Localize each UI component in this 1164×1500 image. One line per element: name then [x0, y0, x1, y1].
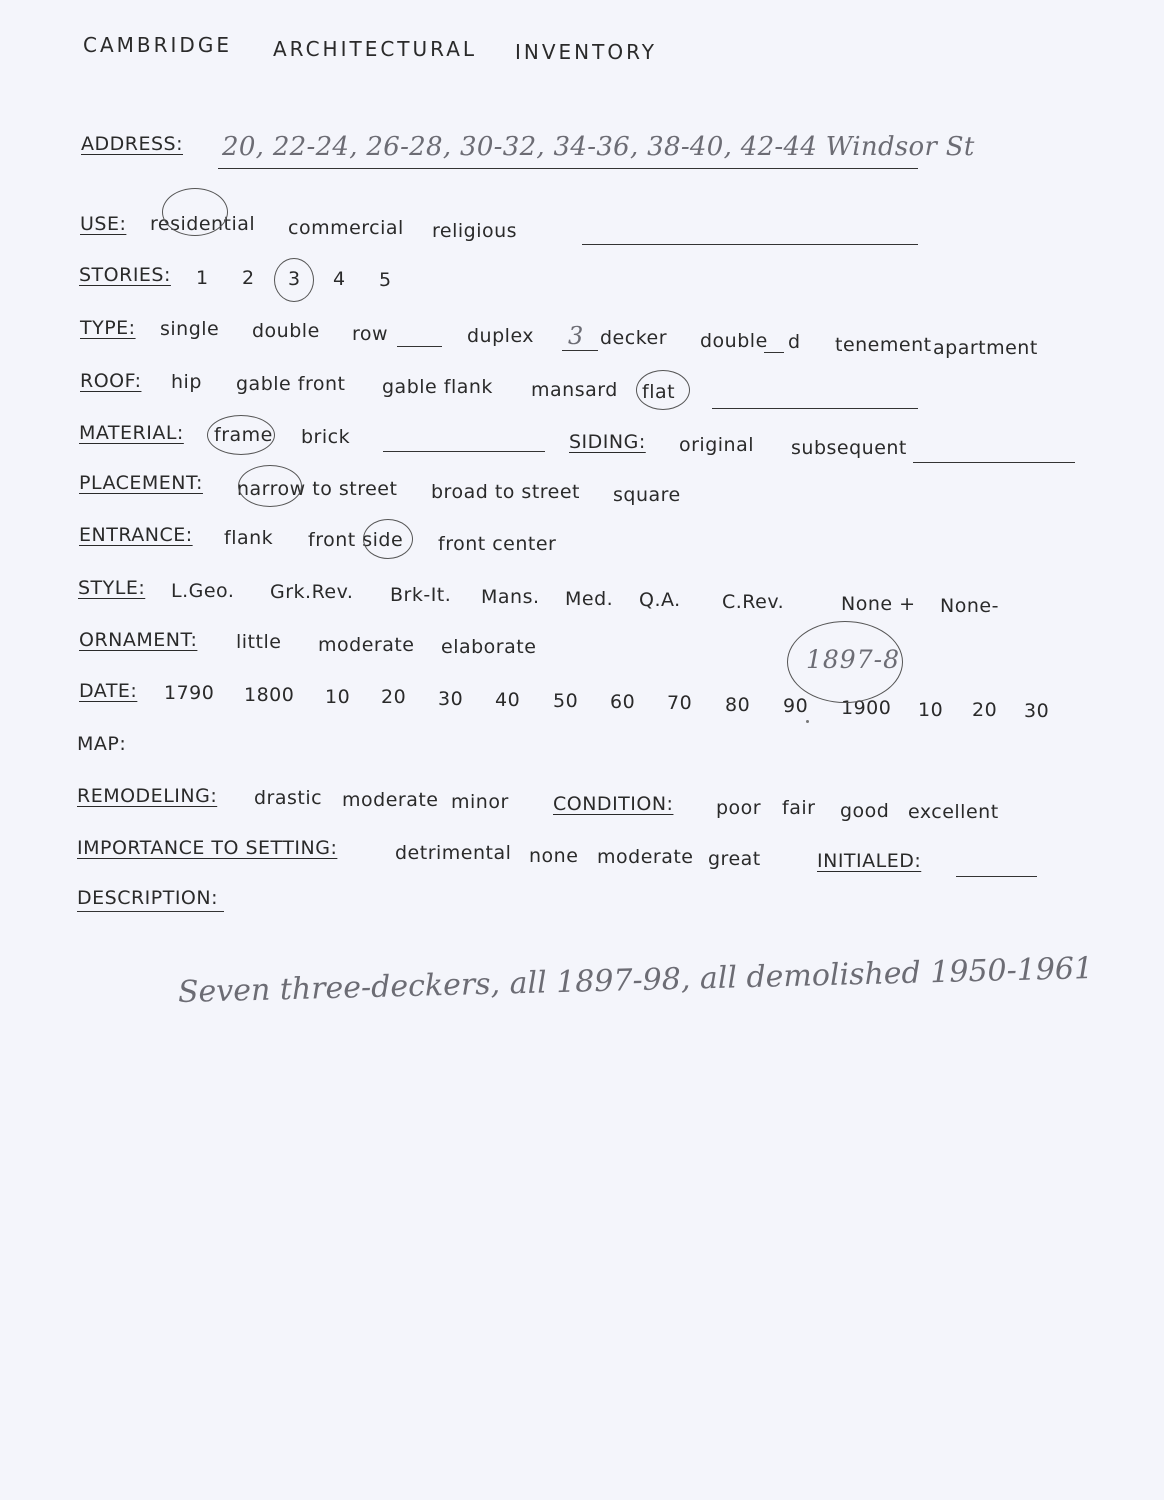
style-option-none-minus: None-: [940, 595, 999, 617]
type-option-double: double: [252, 320, 320, 342]
use-option-religious: religious: [432, 220, 518, 242]
condition-option-fair: fair: [782, 797, 816, 819]
address-line: [218, 168, 918, 169]
style-option-none-plus: None +: [841, 593, 916, 615]
initialed-blank: [956, 876, 1037, 877]
roof-label: ROOF:: [80, 370, 142, 392]
placement-option-square: square: [613, 484, 681, 506]
style-option-qa: Q.A.: [639, 589, 681, 611]
initialed-label: INITIALED:: [817, 850, 922, 872]
importance-option-moderate: moderate: [597, 846, 694, 868]
placement-label: PLACEMENT:: [79, 472, 203, 494]
date-option-1900: 1900: [841, 697, 892, 719]
placement-option-narrow: narrow to street: [237, 478, 398, 500]
entrance-option-front-side: front side: [308, 529, 404, 551]
roof-option-gable-front: gable front: [236, 373, 346, 395]
roof-option-flat: flat: [642, 381, 676, 403]
stories-selection-circle: [274, 258, 314, 302]
style-option-brkit: Brk-It.: [390, 584, 452, 606]
condition-label: CONDITION:: [553, 793, 674, 815]
ornament-option-moderate: moderate: [318, 634, 415, 656]
material-label: MATERIAL:: [79, 422, 184, 444]
date-option-1800: 1800: [244, 684, 295, 706]
stories-option-3: 3: [288, 268, 301, 290]
remodeling-option-moderate: moderate: [342, 789, 439, 811]
stories-option-5: 5: [379, 269, 392, 291]
style-option-med: Med.: [565, 588, 614, 610]
type-decker-blank: [562, 350, 598, 351]
style-option-crev: C.Rev.: [722, 591, 785, 613]
siding-other-blank: [913, 462, 1075, 463]
date-option-1790: 1790: [164, 682, 215, 704]
date-tick-mark: [806, 720, 809, 723]
roof-option-gable-flank: gable flank: [382, 376, 493, 398]
form-title-word-1: CAMBRIDGE: [83, 33, 232, 57]
importance-option-great: great: [708, 848, 761, 870]
date-option-30b: 30: [1024, 700, 1050, 722]
stories-option-2: 2: [242, 267, 255, 289]
roof-option-mansard: mansard: [531, 379, 618, 401]
placement-option-broad: broad to street: [431, 481, 581, 503]
material-option-frame: frame: [214, 424, 273, 446]
type-label: TYPE:: [80, 317, 136, 339]
form-title-word-3: INVENTORY: [515, 40, 657, 64]
stories-option-4: 4: [333, 268, 346, 290]
date-option-10: 10: [325, 686, 351, 708]
remodeling-option-minor: minor: [451, 791, 509, 813]
material-selection-circle: [207, 415, 275, 455]
importance-option-none: none: [529, 845, 579, 867]
placement-selection-circle: [238, 465, 302, 507]
use-option-commercial: commercial: [288, 217, 404, 239]
date-option-70: 70: [667, 692, 693, 714]
use-other-blank: [582, 244, 918, 245]
style-option-grkrev: Grk.Rev.: [270, 581, 354, 603]
date-handwritten-value: 1897-8: [806, 645, 900, 674]
style-option-mans: Mans.: [481, 586, 540, 608]
entrance-option-flank: flank: [224, 527, 274, 549]
date-option-30: 30: [438, 688, 464, 710]
type-option-apartment: apartment: [933, 337, 1038, 359]
condition-option-excellent: excellent: [908, 801, 999, 823]
date-option-20: 20: [381, 686, 407, 708]
condition-option-good: good: [840, 800, 890, 822]
address-handwritten-value: 20, 22-24, 26-28, 30-32, 34-36, 38-40, 42-44 Windsor St: [222, 132, 975, 162]
style-label: STYLE:: [78, 577, 146, 599]
type-option-tenement: tenement: [835, 334, 932, 356]
condition-option-poor: poor: [716, 797, 762, 819]
entrance-label: ENTRANCE:: [79, 524, 193, 546]
type-option-single: single: [160, 318, 220, 340]
date-option-80: 80: [725, 694, 751, 716]
type-option-d-suffix: d: [788, 331, 801, 353]
ornament-label: ORNAMENT:: [79, 629, 198, 651]
roof-other-blank: [712, 408, 918, 409]
date-option-20b: 20: [972, 699, 998, 721]
entrance-selection-circle: [363, 519, 413, 559]
date-option-50: 50: [553, 690, 579, 712]
siding-option-original: original: [679, 434, 755, 456]
use-label: USE:: [80, 213, 127, 235]
remodeling-label: REMODELING:: [77, 785, 218, 807]
type-option-duplex: duplex: [467, 325, 535, 347]
stories-label: STORIES:: [79, 264, 171, 286]
style-option-lgeo: L.Geo.: [171, 580, 235, 602]
description-handwritten-text: Seven three-deckers, all 1897-98, all demolished 1950-1961: [177, 951, 1094, 1010]
ornament-option-elaborate: elaborate: [441, 636, 537, 658]
type-option-decker: decker: [600, 327, 668, 349]
type-option-double-d: double: [700, 330, 768, 352]
date-option-40: 40: [495, 689, 521, 711]
date-option-90: 90: [783, 695, 809, 717]
ornament-option-little: little: [236, 631, 282, 653]
roof-selection-circle: [636, 370, 690, 410]
material-option-brick: brick: [301, 426, 351, 448]
material-other-blank: [383, 451, 545, 452]
remodeling-option-drastic: drastic: [254, 787, 323, 809]
type-double-d-blank: [764, 352, 784, 353]
importance-option-detrimental: detrimental: [395, 842, 512, 864]
importance-label: IMPORTANCE TO SETTING:: [77, 837, 338, 859]
siding-option-subsequent: subsequent: [791, 437, 907, 459]
type-row-blank: [397, 346, 442, 347]
form-title-word-2: ARCHITECTURAL: [273, 37, 478, 61]
map-label: MAP:: [77, 733, 127, 755]
use-option-residential: residential: [150, 213, 256, 235]
stories-option-1: 1: [196, 267, 209, 289]
description-label: DESCRIPTION:: [77, 887, 219, 909]
description-label-underline: [77, 911, 224, 912]
roof-option-hip: hip: [171, 371, 202, 393]
entrance-option-front-center: front center: [438, 533, 557, 555]
date-option-10b: 10: [918, 699, 944, 721]
type-option-row: row: [352, 323, 389, 345]
date-option-60: 60: [610, 691, 636, 713]
address-label: ADDRESS:: [81, 133, 183, 155]
use-selection-circle: [162, 188, 228, 236]
type-decker-count-handwritten: 3: [568, 322, 585, 350]
date-label: DATE:: [79, 680, 138, 702]
siding-label: SIDING:: [569, 431, 646, 453]
